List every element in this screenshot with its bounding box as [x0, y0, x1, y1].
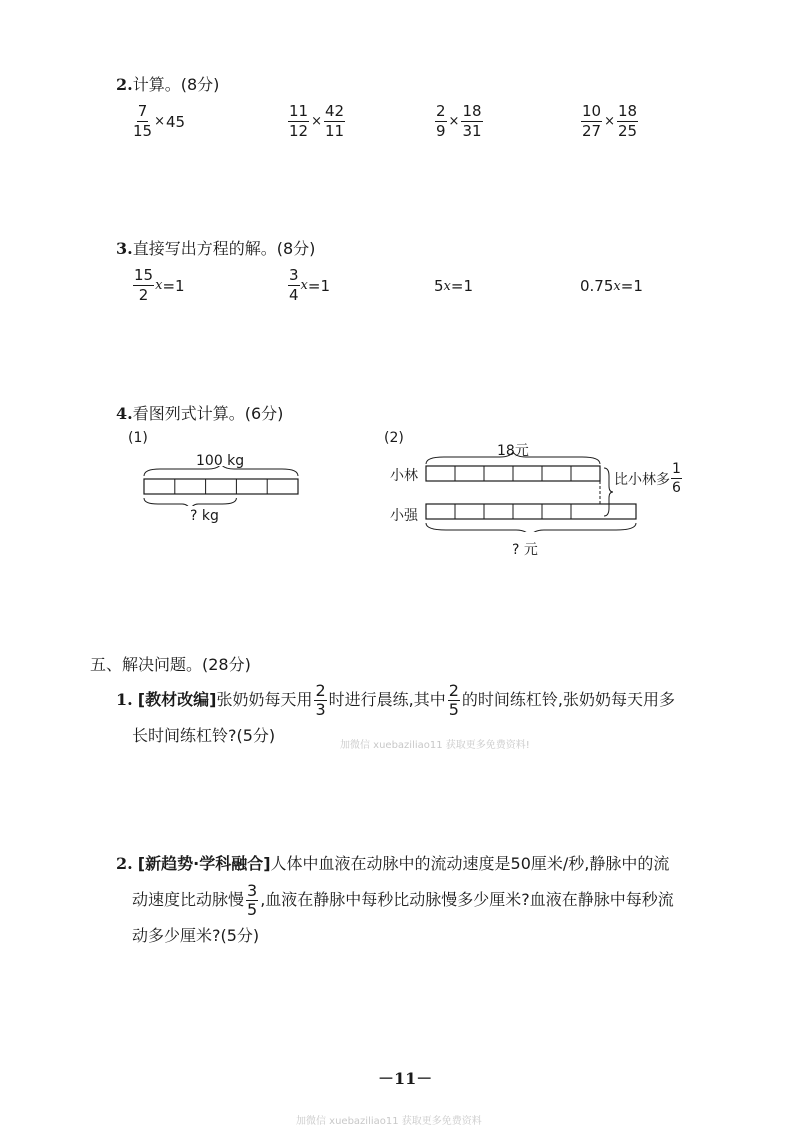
- problem-1-tag: [教材改编]: [137, 690, 217, 709]
- q2-problem-1: [132, 104, 185, 139]
- xiaolin-bar-ticks: [455, 466, 571, 481]
- denominator: 9: [436, 122, 446, 140]
- q3-problem-4: [580, 277, 643, 295]
- diagram-2-bottom-brace: [426, 523, 636, 532]
- denominator: 5: [247, 900, 258, 919]
- numerator: 1: [672, 461, 681, 477]
- problem-2-line-1: [116, 846, 736, 882]
- diagram-1-top-brace: [144, 466, 298, 476]
- numerator: 3: [289, 266, 299, 284]
- problem-2-text-1: 人体中血液在动脉中的流动速度是50厘米/秒,静脉中的流: [270, 854, 670, 873]
- q2-title-text: 计算。(8分): [132, 75, 220, 94]
- q3-problem-1: [132, 268, 185, 303]
- fraction: [448, 683, 460, 718]
- q4-title: [116, 401, 283, 424]
- row-label-xiaolin: 小林: [390, 468, 418, 484]
- fraction: [671, 462, 682, 495]
- problem-2-text-4: 动多少厘米?(5分): [132, 926, 260, 945]
- denominator: 2: [138, 286, 149, 304]
- equation-rhs: =1: [620, 277, 643, 295]
- q3-title: [116, 236, 315, 259]
- variable-x: x: [613, 278, 621, 294]
- times-sign: ×: [154, 114, 165, 129]
- coefficient: 5: [434, 277, 444, 295]
- equation-rhs: =1: [307, 276, 331, 295]
- denominator: 25: [618, 122, 638, 140]
- denominator: 6: [672, 480, 681, 496]
- numerator: 42: [325, 102, 345, 120]
- fraction: [288, 268, 300, 303]
- numerator: 2: [448, 681, 459, 700]
- times-sign: ×: [311, 114, 322, 129]
- denominator: 31: [462, 122, 482, 140]
- watermark-middle: 加微信 xuebaziliao11 获取更多免费资料!: [340, 740, 530, 751]
- denominator: 27: [582, 122, 602, 140]
- fraction: [133, 268, 154, 303]
- variable-x: x: [300, 278, 308, 293]
- equation-rhs: =1: [162, 276, 185, 295]
- variable-x: x: [155, 278, 163, 293]
- q3-problem-2: [287, 268, 330, 303]
- numerator: 2: [436, 102, 446, 120]
- numerator: 18: [462, 102, 482, 120]
- denominator: 4: [289, 286, 299, 304]
- problem-2-text-2: 动速度比动脉慢: [132, 890, 245, 909]
- operand: 45: [166, 112, 186, 131]
- diagram-1-bottom-brace: [144, 498, 236, 506]
- problem-1-line-1: [116, 682, 716, 718]
- diagram-1-label: (1): [128, 430, 148, 446]
- numerator: 18: [618, 102, 638, 120]
- numerator: 10: [582, 102, 602, 120]
- fraction: [324, 104, 345, 139]
- times-sign: ×: [448, 114, 460, 129]
- numerator: 11: [289, 102, 309, 120]
- equation-rhs: =1: [450, 277, 474, 295]
- problem-2: [116, 846, 736, 954]
- denominator: 11: [325, 122, 345, 140]
- row-label-xiaoqiang: 小强: [390, 508, 418, 524]
- numerator: 2: [315, 681, 326, 700]
- page-number: －11－: [378, 1069, 433, 1088]
- diagram-2-side-brace: [604, 468, 613, 516]
- diagram-1-ticks: [175, 479, 267, 494]
- numerator: 3: [247, 881, 258, 900]
- times-sign: ×: [604, 114, 615, 129]
- q2-problem-3: [434, 104, 484, 139]
- problem-1-text-2: 时进行晨练,其中: [328, 690, 446, 709]
- xiaoqiang-bar: [426, 504, 636, 519]
- diagram-2-top-brace: [426, 452, 600, 464]
- q3-number: 3.: [116, 239, 133, 258]
- problem-1-number: 1.: [116, 690, 133, 709]
- diagram-1-top-label: 100 kg: [196, 453, 245, 469]
- diagram-2-top-label: 18元: [497, 443, 529, 459]
- q4-title-text: 看图列式计算。(6分): [132, 404, 284, 423]
- diagram-2-side-note: [614, 462, 683, 495]
- fraction: [617, 104, 638, 139]
- variable-x: x: [443, 278, 451, 294]
- diagram-1-rect: [144, 479, 298, 494]
- diagram-1-bar: [138, 466, 306, 506]
- denominator: 12: [289, 122, 309, 140]
- denominator: 5: [448, 700, 459, 719]
- numerator: 15: [134, 266, 154, 284]
- denominator: 3: [315, 700, 326, 719]
- diagram-2-bottom-label: ? 元: [512, 542, 538, 558]
- fraction: [288, 104, 309, 139]
- q3-problem-3: [434, 277, 473, 295]
- q3-title-text: 直接写出方程的解。(8分): [132, 239, 316, 258]
- section-5-title: 五、解决问题。(28分): [90, 655, 251, 674]
- side-note-text: 比小林多: [614, 471, 670, 488]
- fraction: [435, 104, 447, 139]
- problem-1-text-1: 张奶奶每天用: [216, 690, 313, 709]
- fraction: [461, 104, 482, 139]
- fraction: [314, 683, 326, 718]
- numerator: 7: [137, 102, 148, 120]
- problem-2-number: 2.: [116, 854, 133, 873]
- q2-problem-2: [287, 104, 346, 139]
- denominator: 15: [133, 122, 153, 140]
- q2-title: [116, 72, 219, 95]
- fraction: [133, 104, 152, 139]
- problem-2-text-3: ,血液在静脉中每秒比动脉慢多少厘米?血液在静脉中每秒流: [260, 890, 674, 909]
- diagram-1-bottom-label: ? kg: [190, 508, 219, 524]
- fraction: [246, 883, 258, 918]
- problem-1-text-3: 的时间练杠铃,张奶奶每天用多: [461, 690, 676, 709]
- fraction: [581, 104, 602, 139]
- q2-number: 2.: [116, 75, 133, 94]
- q2-problem-4: [580, 104, 639, 139]
- q4-number: 4.: [116, 404, 133, 423]
- xiaoqiang-bar-ticks: [455, 504, 571, 519]
- watermark-bottom: 加微信 xuebaziliao11 获取更多免费资料: [296, 1116, 482, 1127]
- problem-2-tag: [新趋势·学科融合]: [137, 854, 271, 873]
- problem-1-text-4: 长时间练杠铃?(5分): [132, 726, 276, 745]
- problem-2-line-2: [116, 882, 736, 918]
- diagram-2-label: (2): [384, 430, 404, 446]
- coefficient: 0.75: [580, 277, 614, 295]
